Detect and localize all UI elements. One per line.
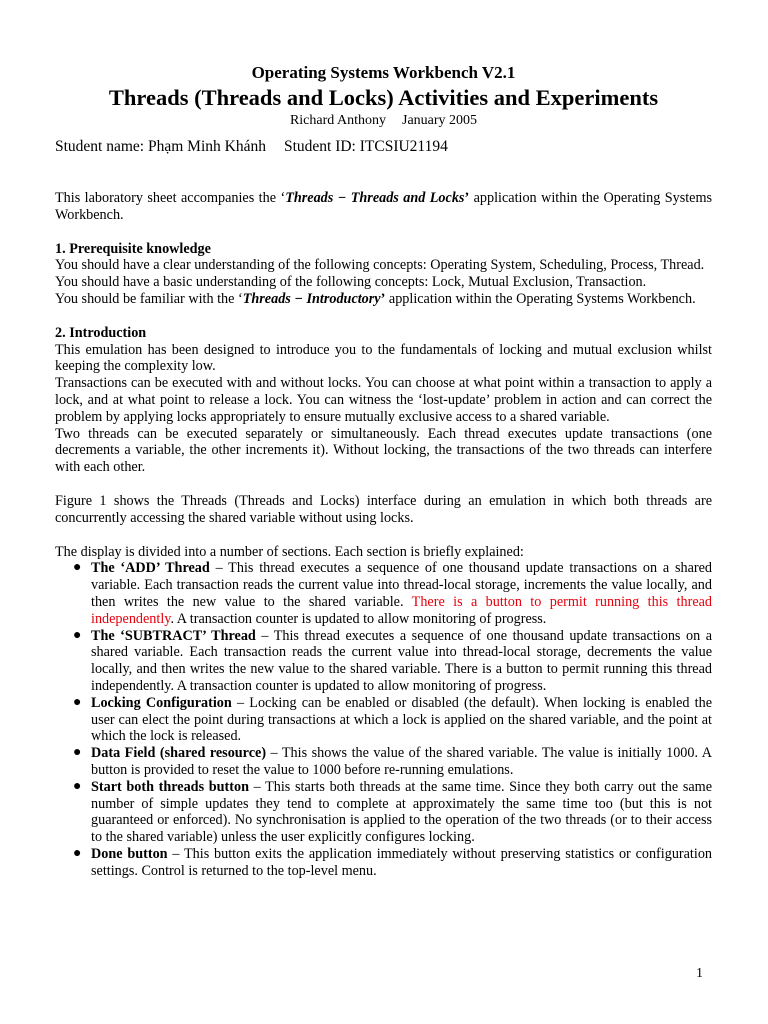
- introduction-paragraph-3: Two threads can be executed separately or simultaneously. Each thread executes update transactions (one decrements a variable, the other increments it). Without locking, the transactions of the two threads can interfere with each other.: [55, 425, 712, 476]
- introduction-paragraph-1: This emulation has been designed to introduce you to the fundamentals of locking and mutual exclusion whilst keeping the complexity low.: [55, 341, 712, 375]
- introduction-paragraph-2: Transactions can be executed with and without locks. You can choose at what point within a transaction to apply a lock, and at what point to release a lock. You can witness the ‘lost-update’ problem in action and can correct the problem by applying locks appropriately to ensure mutually exclusive access to a shared variable.: [55, 375, 712, 425]
- list-item: ● Locking Configuration – Locking can be enabled or disabled (the default). When locking is enabled the user can elect the point during transactions at which a lock is applied on the shared variable, and the point at which the lock is released.: [73, 694, 713, 745]
- bullet-icon: ●: [73, 778, 82, 794]
- prereq-paragraph-1: You should have a clear understanding of the following concepts: Operating System, Scheduling, Process, Thread.: [55, 257, 705, 274]
- document-page: [55, 62, 712, 879]
- document-title-line1: Operating Systems Workbench V2.1: [251, 63, 516, 82]
- prereq-paragraph-2: You should have a basic understanding of the following concepts: Lock, Mutual Exclusion, Transaction.: [55, 274, 647, 291]
- intro-paragraph: This laboratory sheet accompanies the ‘Threads − Threads and Locks’ application within the Operating Systems Workbench.: [55, 190, 713, 223]
- bullet-icon: ●: [73, 560, 82, 576]
- section-heading-introduction: 2. Introduction: [55, 324, 147, 341]
- document-date: January 2005: [402, 113, 478, 128]
- bullet-icon: ●: [73, 845, 82, 861]
- student-id: Student ID: ITCSIU21194: [283, 138, 448, 155]
- section-heading-prerequisite: 1. Prerequisite knowledge: [55, 240, 211, 257]
- list-item: ● Start both threads button – This starts both threads at the same time. Since they both carry out the same number of simple updates they tend to complete at approximately the same time too (but this is not guaranteed or enforced). No synchronisation is applied to the operation of the two threads (or to their access to the shared variable) unless the user explicitly configures locking.: [73, 778, 712, 846]
- list-item: ● The ‘SUBTRACT’ Thread – This thread executes a sequence of one thousand update transactions on a shared variable. Each transaction reads the current value into thread-local storage, decrements the value locally, and then writes the new value to the shared variable. There is a button to permit running this thread independently. A transaction counter is updated to allow monitoring of progress.: [73, 627, 713, 694]
- student-info-line: [55, 137, 712, 157]
- list-item: ● Done button – This button exits the application immediately without preserving statistics or configuration settings. Control is returned to the top-level menu.: [73, 845, 713, 879]
- list-item: ● Data Field (shared resource) – This shows the value of the shared variable. The value is initially 1000. A button is provided to reset the value to 1000 before re-running emulations.: [73, 745, 712, 778]
- display-sections-paragraph: The display is divided into a number of sections. Each section is briefly explained:: [55, 543, 524, 560]
- student-name: Student name: Phạm Minh Khánh: [55, 138, 266, 155]
- bullet-icon: ●: [73, 627, 82, 643]
- author-date-line: [55, 112, 712, 130]
- list-item: ● The ‘ADD’ Thread – This thread executes a sequence of one thousand update transactions on a shared variable. Each transaction reads the current value into thread-local storage, increments the value locally, and then writes the new value to the shared variable. There is a button to permit running this thread independently. A transaction counter is updated to allow monitoring of progress.: [73, 560, 713, 627]
- author-name: Richard Anthony: [289, 113, 386, 128]
- section-list: [55, 560, 712, 879]
- bullet-icon: ●: [73, 745, 82, 761]
- prereq-paragraph-3: You should be familiar with the ‘Threads − Introductory’ application within the Operating Systems Workbench.: [55, 290, 696, 307]
- bullet-icon: ●: [73, 694, 82, 710]
- document-title: Threads (Threads and Locks) Activities and Experiments: [108, 85, 659, 110]
- page-number: 1: [696, 966, 703, 981]
- figure-reference-paragraph: Figure 1 shows the Threads (Threads and Locks) interface during an emulation in which both threads are concurrently accessing the shared variable without using locks.: [55, 492, 712, 526]
